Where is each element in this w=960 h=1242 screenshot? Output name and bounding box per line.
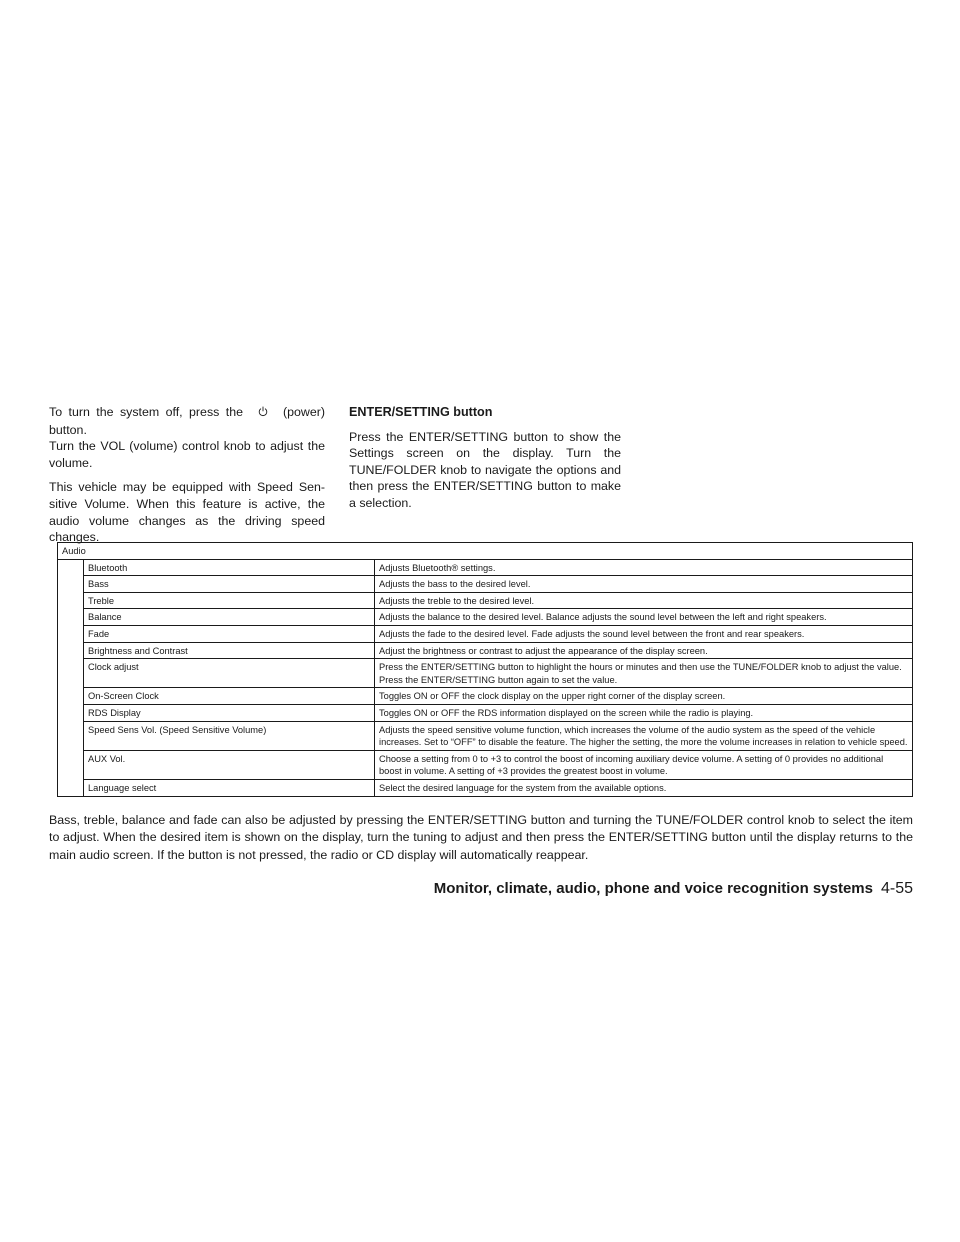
table-row	[58, 642, 913, 659]
left-column	[49, 404, 325, 546]
setting-description: Adjusts the fade to the desired level. Fade adjusts the sound level between the front and rear speakers.	[375, 625, 913, 642]
setting-description: Adjusts Bluetooth® settings.	[375, 559, 913, 576]
page-footer	[423, 880, 913, 898]
setting-name: Bass	[84, 576, 375, 593]
table-row	[58, 576, 913, 593]
power-off-text-before: To turn the system off, press the	[49, 405, 243, 419]
setting-name: Clock adjust	[84, 659, 375, 688]
setting-description: Adjusts the balance to the desired level. Balance adjusts the sound level between the left and right speakers.	[375, 609, 913, 626]
setting-name: RDS Display	[84, 704, 375, 721]
setting-description: Adjust the brightness or contrast to adjust the appearance of the display screen.	[375, 642, 913, 659]
setting-name: Balance	[84, 609, 375, 626]
right-column	[349, 404, 621, 512]
table-heading: Audio	[58, 543, 913, 560]
page-number: 4-55	[880, 880, 913, 897]
setting-name: Brightness and Contrast	[84, 642, 375, 659]
table-row	[58, 721, 913, 750]
setting-description: Adjusts the treble to the desired level.	[375, 592, 913, 609]
setting-name: Treble	[84, 592, 375, 609]
setting-description: Choose a setting from 0 to +3 to control the boost of incoming auxiliary device volume. A setting of 0 provides no additional boost in volume. A setting of +3 provides the greatest boost in volume.	[375, 750, 913, 779]
setting-name: Speed Sens Vol. (Speed Sensitive Volume)	[84, 721, 375, 750]
table-row	[58, 659, 913, 688]
setting-name: Fade	[84, 625, 375, 642]
table-row	[58, 750, 913, 779]
setting-name: AUX Vol.	[84, 750, 375, 779]
enter-setting-paragraph: Press the ENTER/SETTING button to show the Settings screen on the display. Turn the TUNE/FOLDER knob to navigate the options and then press the ENTER/SETTING button to make a selection.	[349, 429, 621, 510]
adjustment-paragraph: Bass, treble, balance and fade can also be adjusted by pressing the ENTER/SETTING button and turning the TUNE/FOLDER control knob to select the item to adjust. When the desired item is shown on the display, turn the tuning to adjust and then press the ENTER/SETTING button until the display returns to the main audio screen. If the button is not pressed, the radio or CD display will automatically reappear.	[49, 813, 913, 862]
volume-paragraph: Turn the VOL (volume) control knob to adjust the volume.	[49, 439, 325, 470]
setting-description: Press the ENTER/SETTING button to highlight the hours or minutes and then use the TUNE/FOLDER knob to adjust the value. Press the ENTER/SETTING button again to set the value.	[375, 659, 913, 688]
table-row	[58, 688, 913, 705]
power-off-paragraph	[49, 404, 325, 438]
setting-name: On-Screen Clock	[84, 688, 375, 705]
table-indent	[58, 559, 84, 796]
setting-name: Bluetooth	[84, 559, 375, 576]
table-row	[58, 704, 913, 721]
setting-description: Toggles ON or OFF the clock display on the upper right corner of the display screen.	[375, 688, 913, 705]
setting-description: Adjusts the bass to the desired level.	[375, 576, 913, 593]
table-row	[58, 559, 913, 576]
setting-description: Select the desired language for the system from the available options.	[375, 779, 913, 796]
power-icon	[243, 405, 283, 422]
speed-sensitive-paragraph: This vehicle may be equipped with Speed Sen- sitive Volume. When this feature is active, the audio volume changes as the driving speed changes.	[49, 480, 325, 545]
section-title: Monitor, climate, audio, phone and voice recognition systems	[433, 880, 873, 897]
setting-description: Adjusts the speed sensitive volume function, which increases the volume of the audio system as the speed of the vehicle increases. Set to “OFF” to disable the feature. The higher the setting, the more the volume increases in relation to vehicle speed.	[375, 721, 913, 750]
setting-description: Toggles ON or OFF the RDS information displayed on the screen while the radio is playing.	[375, 704, 913, 721]
table-row	[58, 609, 913, 626]
table-row	[58, 625, 913, 642]
table-header-row	[58, 543, 913, 560]
audio-settings-table	[57, 542, 913, 797]
power-off-text-after: (power) button.	[49, 405, 325, 437]
enter-setting-heading: ENTER/SETTING button	[349, 405, 493, 419]
setting-name: Language select	[84, 779, 375, 796]
table-row	[58, 779, 913, 796]
table-row	[58, 592, 913, 609]
